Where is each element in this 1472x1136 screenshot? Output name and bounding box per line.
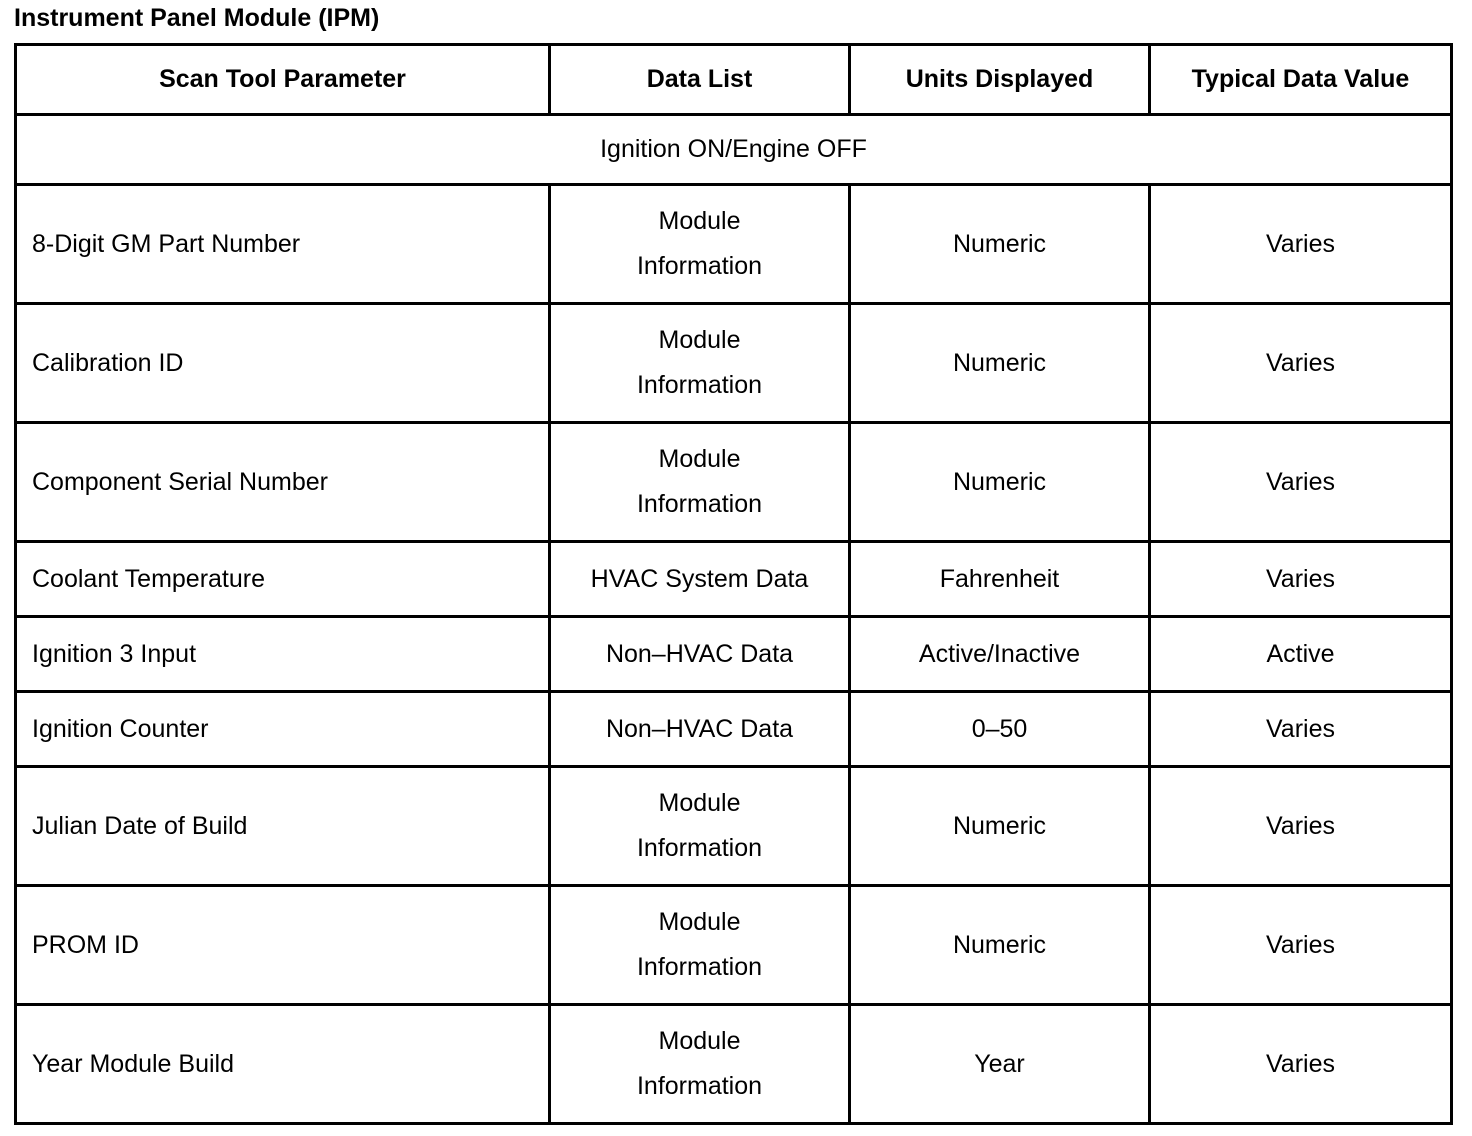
cell-parameter: Component Serial Number: [16, 423, 550, 542]
cell-typical-value: Varies: [1150, 692, 1452, 767]
cell-parameter: PROM ID: [16, 886, 550, 1005]
cell-units: Numeric: [850, 886, 1150, 1005]
cell-parameter: 8-Digit GM Part Number: [16, 185, 550, 304]
section-row: [16, 115, 1452, 185]
table-row: [16, 1005, 1452, 1124]
cell-parameter: Julian Date of Build: [16, 767, 550, 886]
cell-data-list: Module Information: [550, 767, 850, 886]
header-units-displayed: Units Displayed: [850, 45, 1150, 115]
cell-units: Year: [850, 1005, 1150, 1124]
cell-typical-value: Varies: [1150, 542, 1452, 617]
table-row: [16, 185, 1452, 304]
table-row: [16, 423, 1452, 542]
data-table: [14, 43, 1453, 1125]
cell-parameter: Coolant Temperature: [16, 542, 550, 617]
cell-data-list: Non–HVAC Data: [550, 617, 850, 692]
cell-units: Numeric: [850, 304, 1150, 423]
cell-parameter: Ignition 3 Input: [16, 617, 550, 692]
cell-units: 0–50: [850, 692, 1150, 767]
cell-units: Numeric: [850, 185, 1150, 304]
cell-units: Numeric: [850, 767, 1150, 886]
table-row: [16, 542, 1452, 617]
table-row: [16, 304, 1452, 423]
cell-parameter: Ignition Counter: [16, 692, 550, 767]
cell-data-list: Module Information: [550, 886, 850, 1005]
cell-typical-value: Varies: [1150, 1005, 1452, 1124]
cell-typical-value: Varies: [1150, 185, 1452, 304]
cell-typical-value: Varies: [1150, 886, 1452, 1005]
cell-data-list: Module Information: [550, 304, 850, 423]
cell-units: Fahrenheit: [850, 542, 1150, 617]
cell-typical-value: Varies: [1150, 304, 1452, 423]
table-row: [16, 886, 1452, 1005]
cell-data-list: Module Information: [550, 423, 850, 542]
cell-typical-value: Varies: [1150, 423, 1452, 542]
cell-parameter: Calibration ID: [16, 304, 550, 423]
header-typical-data-value: Typical Data Value: [1150, 45, 1452, 115]
cell-typical-value: Active: [1150, 617, 1452, 692]
header-row: [16, 45, 1452, 115]
document-title: Instrument Panel Module (IPM): [14, 4, 380, 32]
cell-data-list: Module Information: [550, 185, 850, 304]
table-row: [16, 767, 1452, 886]
cell-data-list: Non–HVAC Data: [550, 692, 850, 767]
cell-typical-value: Varies: [1150, 767, 1452, 886]
cell-data-list: HVAC System Data: [550, 542, 850, 617]
table-row: [16, 692, 1452, 767]
section-label: Ignition ON/Engine OFF: [16, 115, 1452, 185]
header-data-list: Data List: [550, 45, 850, 115]
table-row: [16, 617, 1452, 692]
cell-units: Numeric: [850, 423, 1150, 542]
cell-parameter: Year Module Build: [16, 1005, 550, 1124]
cell-units: Active/Inactive: [850, 617, 1150, 692]
cell-data-list: Module Information: [550, 1005, 850, 1124]
header-scan-tool-parameter: Scan Tool Parameter: [16, 45, 550, 115]
